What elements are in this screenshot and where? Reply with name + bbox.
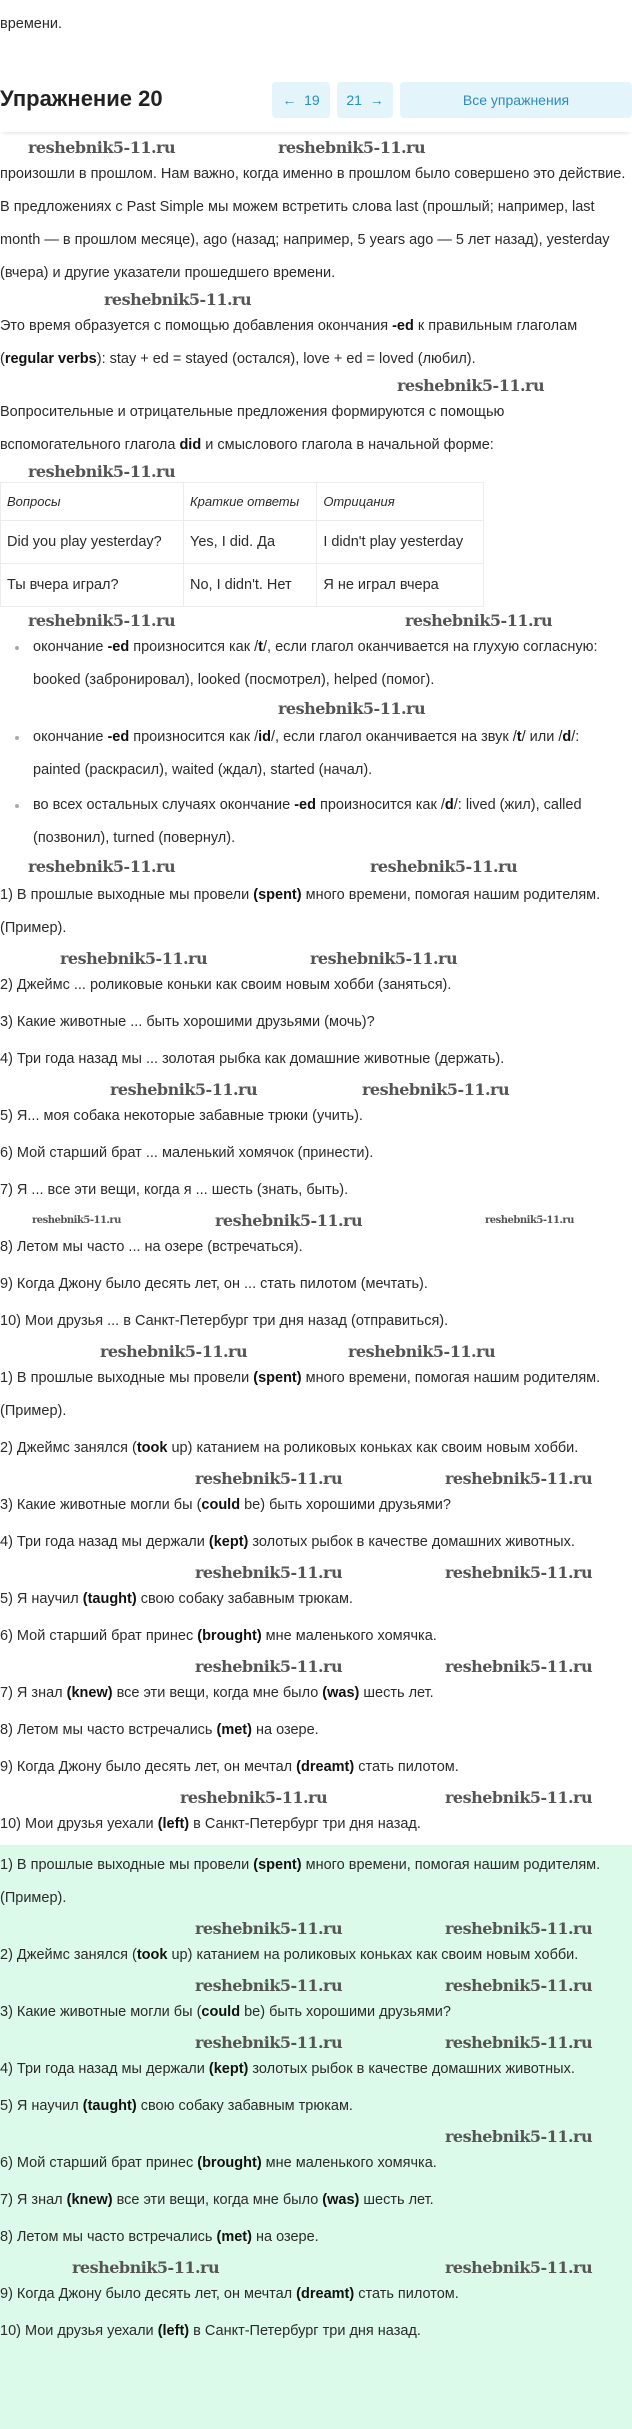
text-segment: к правильным глаголам (	[0, 318, 578, 367]
list-item	[0, 1526, 628, 1559]
text-segment: и смыслового глагола в начальной форме:	[201, 437, 494, 453]
text-segment: 1) В прошлые выходные мы провели	[0, 1857, 254, 1873]
text-segment: be) быть хорошими друзьями?	[240, 1497, 451, 1513]
watermark-row	[0, 290, 628, 310]
watermark: reshebnik5-11.ru	[28, 462, 176, 481]
watermark-row	[0, 1788, 628, 1808]
list-item	[0, 2184, 624, 2217]
text-segment: 5) Я... моя собака некоторые забавные трюки (учить).	[0, 1108, 363, 1124]
previous-text-fragment: времени.	[0, 16, 63, 32]
watermark: reshebnik5-11.ru	[445, 1919, 593, 1938]
page-title: Упражнение 20	[0, 86, 163, 111]
text-segment: 8) Летом мы часто встречались	[0, 1722, 217, 1738]
text-segment: в Санкт-Петербург три дня назад.	[189, 2323, 421, 2339]
text-segment: все эти вещи, когда мне было	[112, 2192, 323, 2208]
text-segment: произносится как /	[315, 797, 445, 813]
text-segment: шесть лет.	[359, 2192, 434, 2208]
watermark-row	[0, 2258, 624, 2278]
text-segment: мне маленького хомячка.	[261, 2155, 437, 2171]
watermark: reshebnik5-11.ru	[445, 1657, 593, 1676]
text-segment: 7) Я ... все эти вещи, когда я ... шесть (знать, быть).	[0, 1182, 349, 1198]
list-item	[0, 1677, 628, 1710]
previous-exercise-number: 19	[304, 92, 320, 108]
bold-term: (brought)	[197, 2155, 262, 2171]
text-segment: 4) Три года назад мы ... золотая рыбка как домашние животные (держать).	[0, 1051, 505, 1067]
list-item	[0, 2221, 624, 2254]
text-segment: 6) Мой старший брат принес	[0, 2155, 198, 2171]
bold-term: (kept)	[208, 2061, 249, 2077]
watermark: reshebnik5-11.ru	[72, 2258, 220, 2277]
theory-paragraph: произошли в прошлом. Нам важно, когда именно в прошлом было совершено это действие. В предложениях с Past Simple мы можем встретить слова last (прошлый; например, last month — в прошлом месяце), ago (назад; например, 5 years ago — 5 лет назад), yesterday (вчера) и другие указатели прошедшего времени.	[0, 166, 626, 281]
watermark: reshebnik5-11.ru	[195, 2033, 343, 2052]
bold-term: id	[258, 729, 272, 745]
list-item	[0, 879, 628, 945]
watermark-row	[0, 1976, 624, 1996]
bold-term: (taught)	[82, 2098, 137, 2114]
all-exercises-button[interactable]: Все упражнения	[400, 82, 632, 118]
list-item	[0, 1808, 628, 1841]
text-segment: /: lived (жил), called (позвонил), turned (повернул).	[33, 797, 582, 846]
arrow-right-icon: →	[369, 92, 384, 108]
watermark-row	[0, 611, 628, 631]
list-item	[0, 1751, 628, 1784]
watermark: reshebnik5-11.ru	[195, 1469, 343, 1488]
text-segment: 8) Летом мы часто встречались	[0, 2229, 217, 2245]
text-segment: стать пилотом.	[354, 2286, 459, 2302]
watermark: reshebnik5-11.ru	[348, 1342, 496, 1361]
watermark: reshebnik5-11.ru	[445, 1563, 593, 1582]
text-segment: 9) Когда Джону было десять лет, он ... стать пилотом (мечтать).	[0, 1276, 428, 1292]
bold-term: -ed	[107, 729, 130, 745]
watermark: reshebnik5-11.ru	[370, 857, 518, 876]
bold-term: t	[258, 639, 263, 655]
list-item	[0, 1006, 628, 1039]
text-segment: мне маленького хомячка.	[261, 1628, 437, 1644]
grammar-table	[0, 482, 484, 607]
bold-term: (dreamt)	[296, 1759, 355, 1775]
answer-list	[0, 1362, 628, 1841]
watermark-row	[0, 949, 628, 969]
watermark: reshebnik5-11.ru	[445, 2127, 593, 2146]
list-item	[0, 2147, 624, 2180]
list-item	[33, 721, 628, 787]
bold-term: d	[562, 729, 572, 745]
bold-term: took	[136, 1440, 168, 1456]
list-item	[0, 969, 628, 1002]
table-row	[1, 564, 484, 607]
text-segment: окончание	[33, 729, 108, 745]
bold-term: (was)	[322, 2192, 360, 2208]
bold-term: could	[201, 1497, 241, 1513]
task-list	[0, 879, 628, 1362]
watermark: reshebnik5-11.ru	[110, 1080, 258, 1099]
bold-term: (brought)	[197, 1628, 262, 1644]
text-segment: 3) Какие животные могли бы (	[0, 2004, 202, 2020]
watermark: reshebnik5-11.ru	[445, 2033, 593, 2052]
watermark: reshebnik5-11.ru	[104, 290, 252, 309]
next-exercise-button[interactable]	[337, 82, 393, 118]
text-segment: 9) Когда Джону было десять лет, он мечтал	[0, 2286, 297, 2302]
text-segment: /, если глагол оканчивается на глухую согласную: booked (забронировал), looked (посмотрел), helped (помог).	[33, 639, 598, 688]
text-segment: up) катанием на роликовых коньках как своим новым хобби.	[167, 1947, 579, 1963]
text-segment: произносится как /	[129, 729, 259, 745]
watermark: reshebnik5-11.ru	[28, 611, 176, 630]
theory-paragraph	[0, 310, 628, 376]
text-segment: 6) Мой старший брат ... маленький хомячок (принести).	[0, 1145, 374, 1161]
watermark-row	[0, 462, 628, 482]
bold-term: took	[136, 1947, 168, 1963]
text-segment: / или /	[521, 729, 563, 745]
list-item	[0, 1996, 624, 2029]
bold-term: -ed	[392, 318, 414, 334]
text-segment: во всех остальных случаях окончание	[33, 797, 295, 813]
bold-term: (taught)	[82, 1591, 137, 1607]
list-item	[33, 789, 628, 855]
watermark-row	[0, 2127, 624, 2147]
text-segment: много времени, помогая нашим родителям. (Пример).	[0, 887, 601, 936]
bold-term: (was)	[322, 1685, 360, 1701]
watermark: reshebnik5-11.ru	[195, 1657, 343, 1676]
watermark: reshebnik5-11.ru	[405, 611, 553, 630]
text-segment: 2) Джеймс ... роликовые коньки как своим новым хобби (заняться).	[0, 977, 452, 993]
bold-term: could	[201, 2004, 241, 2020]
table-cell: I didn't play yesterday	[317, 521, 484, 564]
watermark: reshebnik5-11.ru	[445, 2258, 593, 2277]
list-item	[0, 1268, 628, 1301]
next-exercise-number: 21	[346, 92, 362, 108]
bold-term: (spent)	[253, 887, 302, 903]
text-segment: 3) Какие животные могли бы (	[0, 1497, 202, 1513]
watermark-row	[0, 1919, 624, 1939]
watermark: reshebnik5-11.ru	[278, 138, 426, 157]
list-item	[0, 1305, 628, 1338]
list-item	[0, 1174, 628, 1207]
watermark: reshebnik5-11.ru	[60, 949, 208, 968]
watermark-row	[0, 1080, 628, 1100]
text-segment: 4) Три года назад мы держали	[0, 2061, 209, 2077]
list-item	[0, 1362, 628, 1428]
table-header-row	[1, 483, 484, 521]
watermark: reshebnik5-11.ru	[397, 376, 545, 395]
text-segment: /, если глагол оканчивается на звук /	[271, 729, 517, 745]
text-segment: шесть лет.	[359, 1685, 434, 1701]
list-item	[0, 1939, 624, 1972]
watermark-row	[0, 138, 628, 158]
column-header: Краткие ответы	[184, 483, 317, 521]
bold-term: regular verbs	[4, 351, 97, 367]
list-item	[0, 1714, 628, 1747]
theory-paragraph	[0, 396, 628, 462]
text-segment: 2) Джеймс занялся (	[0, 1947, 137, 1963]
text-segment: на озере.	[251, 2229, 319, 2245]
pronunciation-list	[0, 631, 628, 877]
watermark: reshebnik5-11.ru	[278, 699, 426, 718]
list-item	[0, 1489, 628, 1522]
text-segment: золотых рыбок в качестве домашних животных.	[248, 2061, 575, 2077]
watermark-row	[0, 2033, 624, 2053]
text-segment: на озере.	[251, 1722, 319, 1738]
watermark-row	[0, 1342, 628, 1362]
watermark-row	[0, 376, 628, 396]
answer-highlight-list	[0, 1849, 632, 2348]
table-cell: Я не играл вчера	[317, 564, 484, 607]
arrow-left-icon: ←	[282, 92, 297, 108]
list-item	[0, 2315, 624, 2348]
text-segment: 3) Какие животные ... быть хорошими друзьями (мочь)?	[0, 1014, 375, 1030]
watermark: reshebnik5-11.ru	[180, 1788, 328, 1807]
list-item	[0, 1432, 628, 1465]
list-item	[0, 1100, 628, 1133]
text-segment: в Санкт-Петербург три дня назад.	[189, 1816, 421, 1832]
table-cell: Did you play yesterday?	[1, 521, 184, 564]
watermark: reshebnik5-11.ru	[195, 1976, 343, 1995]
bold-term: (left)	[157, 1816, 190, 1832]
column-header: Отрицания	[317, 483, 484, 521]
table-cell: Ты вчера играл?	[1, 564, 184, 607]
watermark: reshebnik5-11.ru	[485, 1215, 574, 1226]
list-item	[0, 2090, 624, 2123]
table-cell: No, I didn't. Нет	[184, 564, 317, 607]
watermark: reshebnik5-11.ru	[215, 1211, 363, 1230]
table-cell: Yes, I did. Да	[184, 521, 317, 564]
text-segment: окончание	[33, 639, 108, 655]
text-segment: много времени, помогая нашим родителям. (Пример).	[0, 1857, 601, 1906]
text-segment: стать пилотом.	[354, 1759, 459, 1775]
text-segment: 1) В прошлые выходные мы провели	[0, 1370, 254, 1386]
text-segment: 10) Мои друзья уехали	[0, 1816, 158, 1832]
bold-term: (knew)	[66, 1685, 113, 1701]
watermark-row	[0, 1563, 628, 1583]
bold-term: (met)	[216, 2229, 252, 2245]
text-segment: 10) Мои друзья ... в Санкт-Петербург три дня назад (отправиться).	[0, 1313, 449, 1329]
list-item	[0, 2053, 624, 2086]
text-segment: 1) В прошлые выходные мы провели	[0, 887, 254, 903]
text-segment: свою собаку забавным трюкам.	[136, 2098, 353, 2114]
watermark-row	[0, 699, 628, 719]
bold-term: (met)	[216, 1722, 252, 1738]
text-segment: ): stay + ed = stayed (остался), love + ed = loved (любил).	[96, 351, 476, 367]
exercise-header	[0, 72, 632, 132]
bold-term: (knew)	[66, 2192, 113, 2208]
text-segment: Вопросительные и отрицательные предложения формируются с помощью вспомогательного глагола	[0, 404, 505, 453]
text-segment: 6) Мой старший брат принес	[0, 1628, 198, 1644]
bold-term: (spent)	[253, 1370, 302, 1386]
text-segment: up) катанием на роликовых коньках как своим новым хобби.	[167, 1440, 579, 1456]
watermark: reshebnik5-11.ru	[310, 949, 458, 968]
bold-term: -ed	[107, 639, 130, 655]
text-segment: 10) Мои друзья уехали	[0, 2323, 158, 2339]
bold-term: (left)	[157, 2323, 190, 2339]
text-segment: 8) Летом мы часто ... на озере (встречаться).	[0, 1239, 303, 1255]
list-item	[0, 1849, 624, 1915]
watermark: reshebnik5-11.ru	[445, 1469, 593, 1488]
watermark: reshebnik5-11.ru	[100, 1342, 248, 1361]
bold-term: -ed	[294, 797, 316, 813]
list-item	[33, 631, 628, 697]
bold-term: did	[179, 437, 202, 453]
bold-term: t	[516, 729, 522, 745]
text-segment: /: painted (раскрасил), waited (ждал), started (начал).	[33, 729, 580, 778]
list-item	[0, 1583, 628, 1616]
text-segment: свою собаку забавным трюкам.	[136, 1591, 353, 1607]
watermark-row	[0, 1211, 628, 1231]
bold-term: (kept)	[208, 1534, 249, 1550]
text-segment: 5) Я научил	[0, 2098, 83, 2114]
watermark: reshebnik5-11.ru	[28, 857, 176, 876]
list-item	[0, 1620, 628, 1653]
text-segment: золотых рыбок в качестве домашних животных.	[248, 1534, 575, 1550]
text-segment: произносится как /	[129, 639, 259, 655]
text-segment: 4) Три года назад мы держали	[0, 1534, 209, 1550]
bold-term: (dreamt)	[296, 2286, 355, 2302]
list-item	[0, 2278, 624, 2311]
bold-term: (spent)	[253, 1857, 302, 1873]
text-segment: 5) Я научил	[0, 1591, 83, 1607]
text-segment: 7) Я знал	[0, 1685, 67, 1701]
watermark: reshebnik5-11.ru	[195, 1563, 343, 1582]
text-segment: be) быть хорошими друзьями?	[240, 2004, 451, 2020]
text-segment: Это время образуется с помощью добавления окончания	[0, 318, 393, 334]
list-item	[0, 1043, 628, 1076]
watermark: reshebnik5-11.ru	[362, 1080, 510, 1099]
watermark-row	[0, 1469, 628, 1489]
table-row	[1, 521, 484, 564]
text-segment: 9) Когда Джону было десять лет, он мечтал	[0, 1759, 297, 1775]
watermark: reshebnik5-11.ru	[195, 1919, 343, 1938]
watermark: reshebnik5-11.ru	[445, 1976, 593, 1995]
text-segment: 2) Джеймс занялся (	[0, 1440, 137, 1456]
watermark: reshebnik5-11.ru	[28, 138, 176, 157]
watermark: reshebnik5-11.ru	[32, 1215, 121, 1226]
previous-exercise-button[interactable]	[272, 82, 330, 118]
text-segment: много времени, помогая нашим родителям. (Пример).	[0, 1370, 601, 1419]
text-segment: 7) Я знал	[0, 2192, 67, 2208]
watermark-row	[0, 1657, 628, 1677]
text-segment: все эти вещи, когда мне было	[112, 1685, 323, 1701]
bold-term: d	[444, 797, 454, 813]
list-item	[0, 1231, 628, 1264]
column-header: Вопросы	[1, 483, 184, 521]
answer-highlight-block	[0, 1845, 632, 2429]
watermark: reshebnik5-11.ru	[445, 1788, 593, 1807]
list-item	[0, 1137, 628, 1170]
watermark-row	[0, 857, 628, 877]
